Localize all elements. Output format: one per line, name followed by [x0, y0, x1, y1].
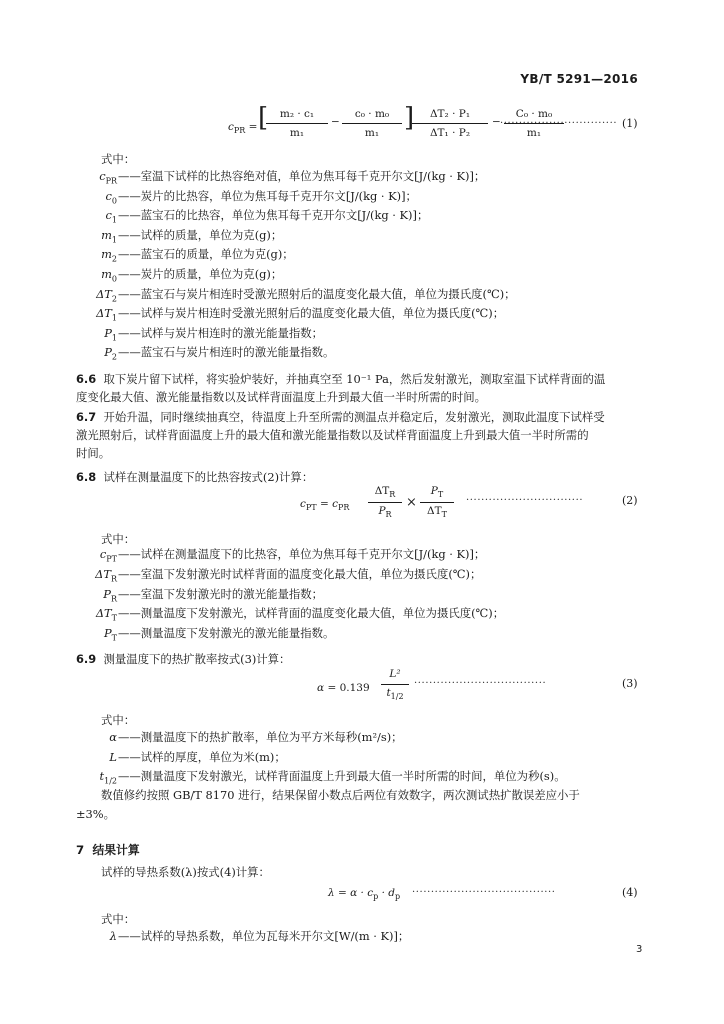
section-6-7-line-3: 时间。: [76, 446, 111, 460]
definition-symbol: $P_R$: [103, 586, 117, 603]
eq1-right-bracket: ]: [404, 103, 415, 133]
eq3-leader-dots: ···································: [414, 678, 547, 689]
definition-text: ——炭片的质量，单位为克(g)；: [118, 267, 283, 281]
eq1-bar-2: [342, 123, 402, 124]
section-6-7-line-2: 激光照射后，试样背面温度上升的最大值和激光能量指数以及试样背面温度上升到最大值一半时所需的: [76, 428, 589, 442]
definition-text: ——测量温度下的热扩散率，单位为平方米每秒(m²/s)；: [118, 730, 403, 744]
definition-symbol: $c_{PT}$: [99, 547, 117, 564]
eq2-number: (2): [622, 494, 638, 507]
eq1-leader-dots: ·······························: [500, 118, 618, 129]
eq3-number: (3): [622, 677, 638, 690]
eq2-den-2: $\Delta T_T$: [427, 505, 447, 520]
eq1-minus-2: −: [492, 116, 501, 128]
definition-text: ——室温下发射激光时的激光能量指数；: [118, 586, 324, 601]
definition-symbol: $P_2$: [104, 345, 117, 362]
rounding-note: 数值修约按照 GB/T 8170 进行，结果保留小数点后两位有效数字，两次测试热扩散误差应小于: [101, 788, 580, 802]
page-number: 3: [636, 944, 643, 955]
eq1-den-1: m₁: [289, 127, 305, 139]
definition-symbol: $m_2$: [101, 247, 117, 264]
eq1-lhs: $c_{PR}$ =: [228, 121, 258, 136]
eq2-bar-2: [420, 502, 454, 503]
eq1-num-2: c₀ · m₀: [354, 108, 390, 120]
eq3-lhs: α = 0.139: [317, 682, 370, 694]
eq2-den-1: $P_R$: [378, 505, 392, 520]
definition-symbol: $c_1$: [105, 208, 117, 225]
definition-text: ——蓝宝石与炭片相连时受激光照射后的温度变化最大值，单位为摄氏度(℃)；: [118, 286, 516, 301]
eq3-num: L²: [389, 668, 401, 680]
definition-symbol: λ: [109, 929, 117, 943]
definition-symbol: $P_T$: [103, 626, 117, 643]
section-7-intro: 试样的导热系数(λ)按式(4)计算：: [101, 865, 270, 879]
definition-symbol: $\Delta T_R$: [95, 566, 117, 584]
definition-symbol: $m_0$: [101, 267, 117, 284]
definition-text: ——炭片的比热容，单位为焦耳每千克开尔文[J/(kg · K)]；: [118, 188, 417, 203]
rounding-note-line-2: ±3%。: [76, 807, 116, 821]
eq2-leader-dots: ·······························: [466, 495, 584, 506]
where-label-4: 式中：: [101, 912, 136, 926]
definition-symbol: L: [109, 749, 117, 764]
section-6-8: 6.8 试样在测量温度下的比热容按式(2)计算：: [76, 470, 314, 484]
standard-number: YB/T 5291—2016: [520, 72, 638, 86]
definition-text: ——蓝宝石与炭片相连时的激光能量指数。: [118, 345, 335, 360]
eq1-den-2: m₁: [364, 127, 380, 139]
definition-symbol: $\Delta T_T$: [95, 606, 117, 623]
eq3-bar: [381, 684, 409, 685]
definition-text: ——蓝宝石的质量，单位为克(g)；: [118, 247, 294, 262]
definition-symbol: $c_{PR}$: [99, 169, 117, 186]
definition-text: ——测量温度下发射激光，试样背面的温度变化最大值，单位为摄氏度(℃)；: [118, 606, 505, 621]
definition-symbol: $m_1$: [101, 227, 117, 245]
definition-text: ——试样在测量温度下的比热容，单位为焦耳每千克开尔文[J/(kg · K)]；: [118, 547, 486, 561]
eq1-bar-1: [266, 123, 328, 124]
eq1-den-4: m₁: [526, 127, 542, 139]
eq2-lhs: $c_{PT} = c_{PR}$: [300, 498, 350, 513]
section-6-7: 6.7 开始升温，同时继续抽真空，待温度上升至所需的测温点并稳定后，发射激光，测取此温度下试样受: [76, 410, 605, 424]
section-6-9: 6.9 测量温度下的热扩散率按式(3)计算：: [76, 652, 291, 666]
section-7-heading: 7 结果计算: [76, 843, 140, 857]
eq2-times: ×: [406, 495, 417, 510]
definition-text: ——试样的导热系数，单位为瓦每米开尔文[W/(m · K)]；: [118, 929, 410, 943]
eq1-minus-1: −: [331, 116, 340, 128]
eq4-number: (4): [622, 886, 638, 899]
eq1-bar-3: [412, 123, 488, 124]
definition-symbol: $P_1$: [104, 325, 117, 343]
where-label-1: 式中：: [101, 152, 136, 166]
definition-text: ——测量温度下发射激光，试样背面温度上升到最大值一半时所需的时间，单位为秒(s)。: [118, 769, 566, 783]
where-label-2: 式中：: [101, 532, 136, 546]
eq1-num-4: C₀ · m₀: [515, 108, 553, 120]
definition-text: ——试样的厚度，单位为米(m)；: [118, 749, 286, 764]
definition-symbol: $\Delta T_1$: [96, 306, 117, 323]
eq2-num-2: $P_T$: [430, 485, 444, 500]
eq4-leader-dots: ······································: [412, 887, 556, 898]
eq4-body: $\lambda = \alpha \cdot c_p \cdot d_p$: [328, 887, 401, 902]
eq3-den: $t_{1/2}$: [386, 687, 404, 702]
definition-text: ——测量温度下发射激光的激光能量指数。: [118, 626, 335, 641]
eq1-left-bracket: [: [258, 103, 269, 133]
eq2-num-1: $\Delta T_R$: [374, 485, 396, 500]
eq2-bar-1: [368, 502, 402, 503]
section-6-6-line-2: 度变化最大值、激光能量指数以及试样背面温度上升到最大值一半时所需的时间。: [76, 390, 487, 404]
definition-text: ——蓝宝石的比热容，单位为焦耳每千克开尔文[J/(kg · K)]；: [118, 208, 429, 223]
definition-text: ——试样的质量，单位为克(g)；: [118, 227, 283, 242]
definition-symbol: α: [109, 730, 117, 744]
section-6-6: 6.6 取下炭片留下试样，将实验炉装好，并抽真空至 10⁻¹ Pa，然后发射激光，测取室温下试样背面的温: [76, 372, 606, 386]
where-label-3: 式中：: [101, 713, 136, 727]
definition-symbol: $c_0$: [105, 188, 117, 205]
definition-text: ——试样与炭片相连时的激光能量指数；: [118, 325, 324, 340]
eq1-number: (1): [622, 117, 638, 130]
eq1-den-3: ΔT₁ · P₂: [429, 127, 471, 139]
eq1-num-1: m₂ · c₁: [279, 108, 315, 120]
eq1-num-3: ΔT₂ · P₁: [429, 108, 471, 120]
definition-text: ——试样与炭片相连时受激光照射后的温度变化最大值，单位为摄氏度(℃)；: [118, 306, 505, 321]
definition-symbol: $\Delta T_2$: [96, 286, 117, 303]
definition-text: ——室温下发射激光时试样背面的温度变化最大值，单位为摄氏度(℃)；: [118, 566, 482, 581]
definition-symbol: $t_{1/2}$: [99, 769, 117, 786]
definition-text: ——室温下试样的比热容绝对值，单位为焦耳每千克开尔文[J/(kg · K)]；: [118, 169, 486, 183]
